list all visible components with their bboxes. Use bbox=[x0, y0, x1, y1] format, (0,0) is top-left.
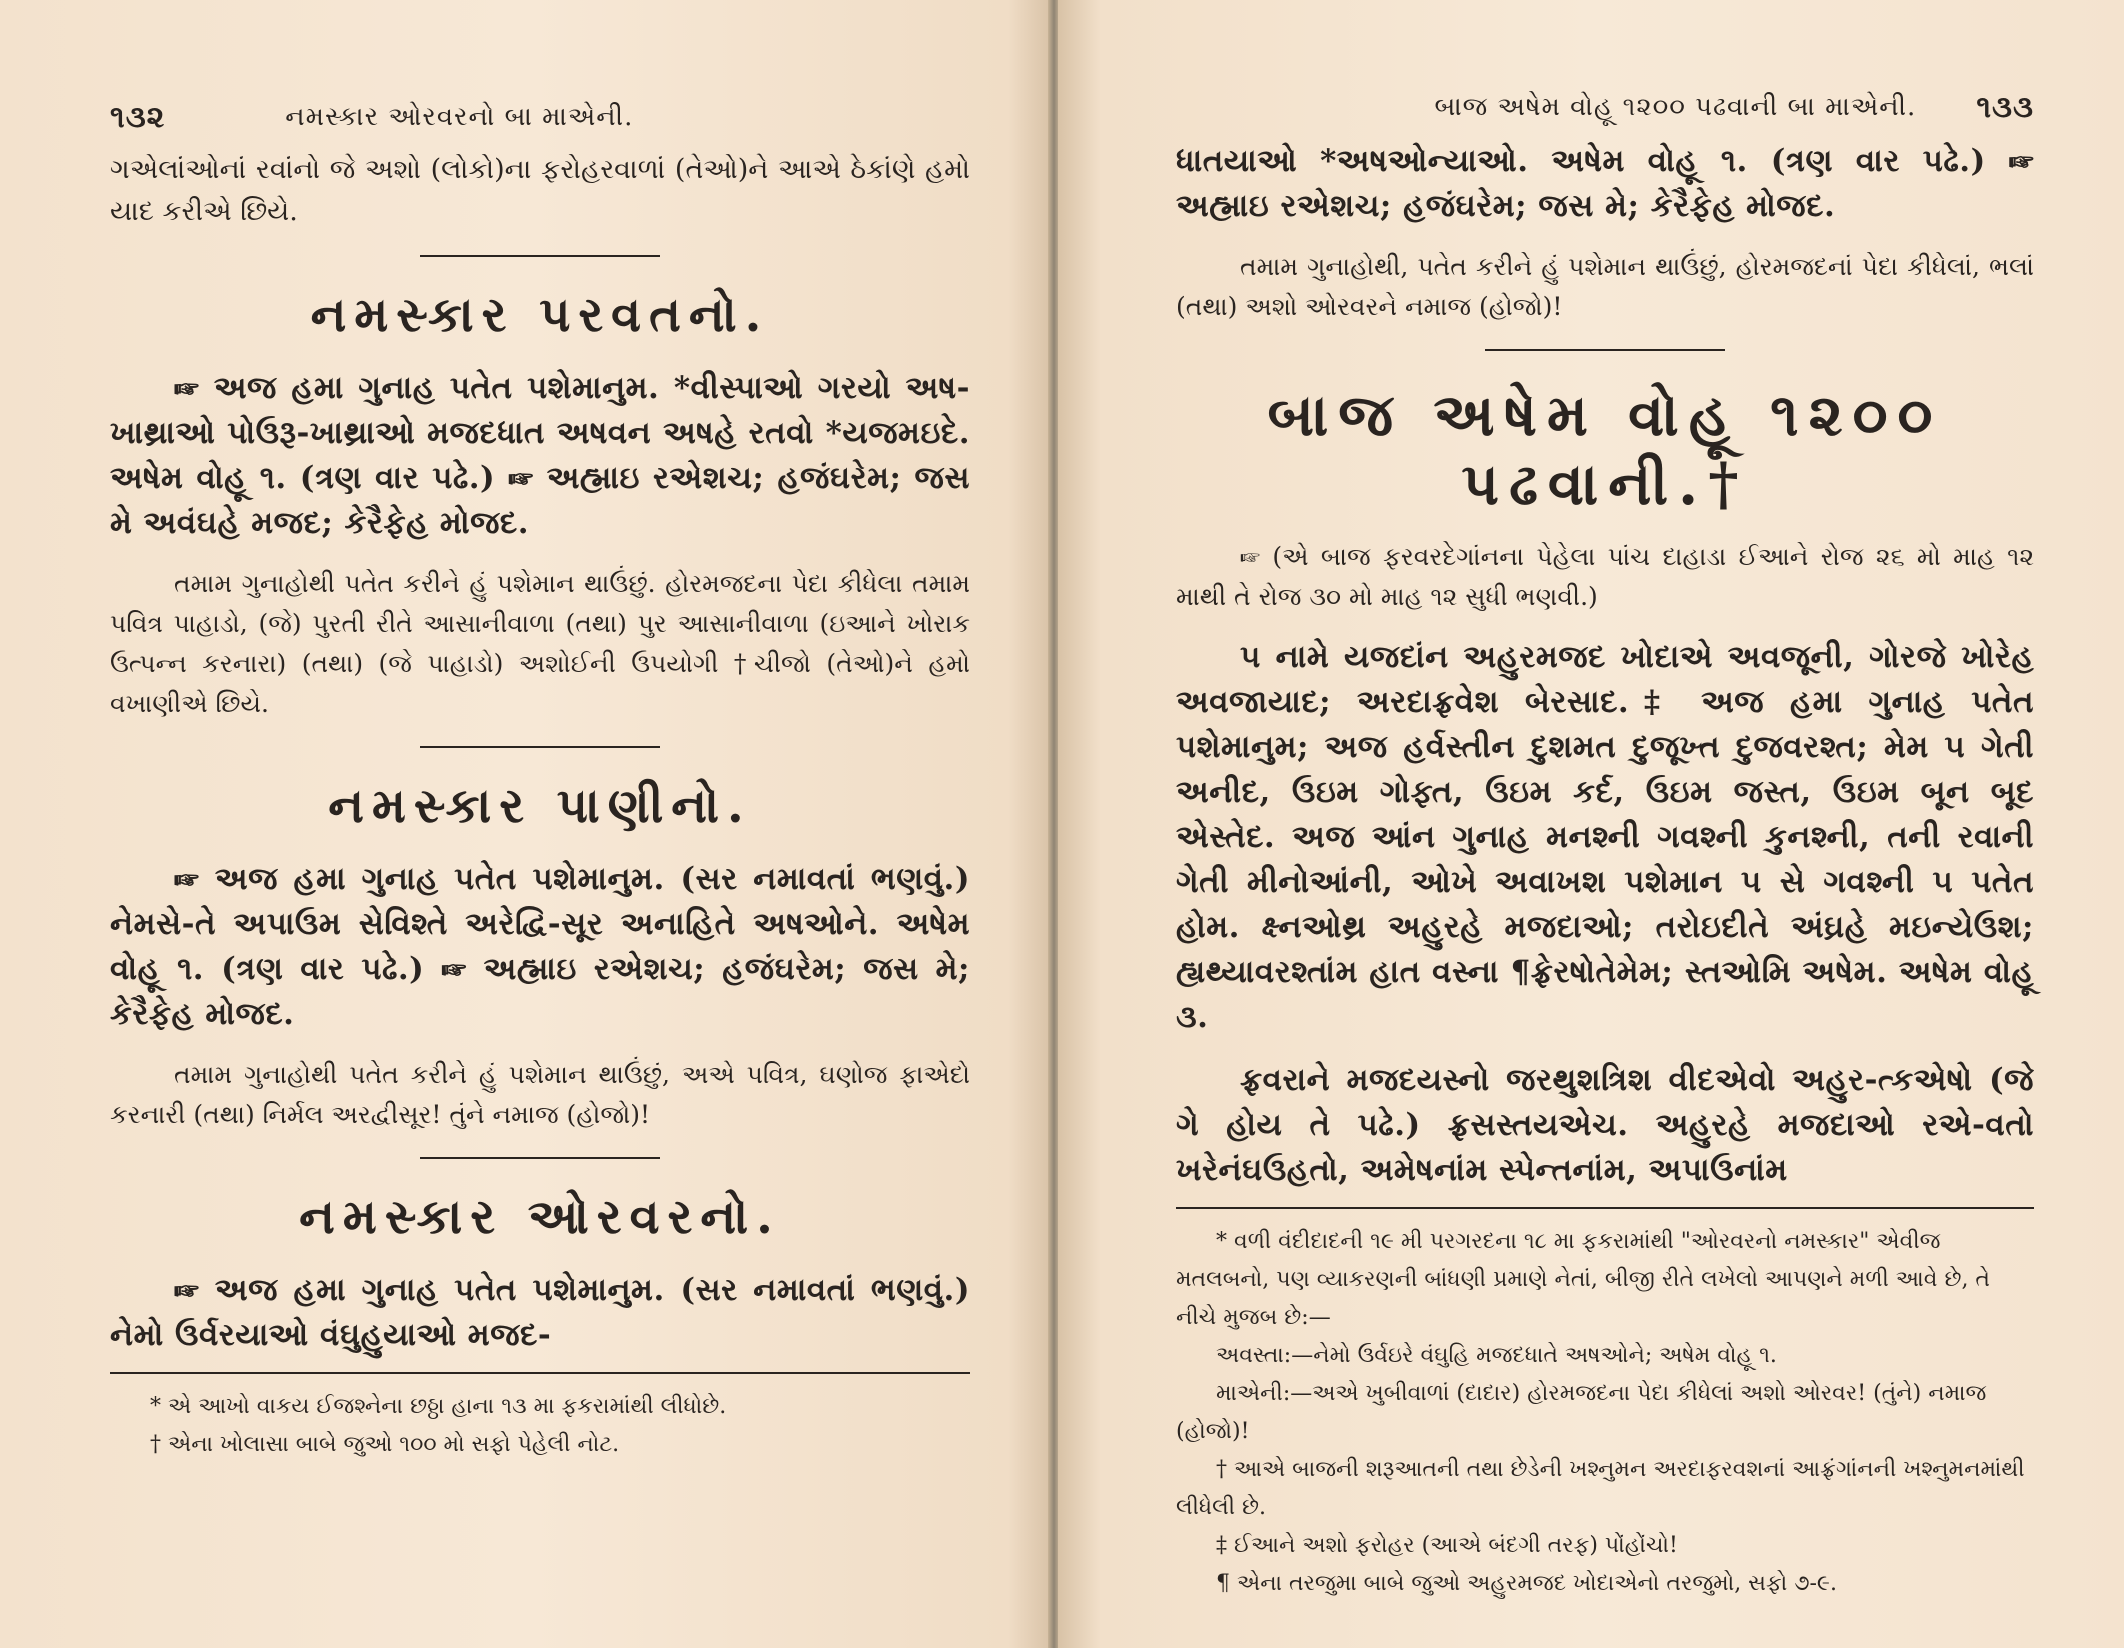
page-number-right: ૧૩૩ bbox=[1976, 90, 2034, 125]
running-title-right: બાજ અષેમ વોહૂ ૧૨૦૦ પઢવાની બા માએની. bbox=[1434, 92, 1917, 122]
page-number-left: ૧૩૨ bbox=[110, 100, 166, 135]
avesta-text-orvar: ☞ અજ હમા ગુનાહ પતેત પશેમાનુમ. (સર નમાવતાં ભણવું.) નેમો ઉર્વરયાઓ વંઘુહુયાઓ મજદ- bbox=[110, 1272, 970, 1353]
footnote: † એના ખોલાસા બાબે જુઓ ૧૦૦ મો સફો પેહેલી નોટ. bbox=[150, 1432, 620, 1457]
instruction-text: ☞ (એ બાજ ફરવરદેગાંનના પેહેલા પાંચ દાહાડા ઈઆને રોજ ૨૬ મો માહ ૧૨ માથી તે રોજ ૩૦ મો માહ ૧૨ સુધી ભણવી.) bbox=[1176, 542, 2034, 611]
left-page bbox=[0, 0, 1050, 1648]
avesta-text-parvat: ☞ અજ હમા ગુનાહ પતેત પશેમાનુમ. *વીસ્પાઓ ગરયો અષ-ખાથ્રાઓ પોઉરૂ-ખાથ્રાઓ મજદધાત અષવન અષહે રતવો *યજમઇદે. અષેમ વોહૂ ૧. (ત્રણ વાર પઢે.) ☞ અહ્માઇ રએશચ; હજંઘરેમ; જસ મે અવંઘહે મજદ; કેરૈફેહ મોજદ. bbox=[110, 370, 970, 541]
section-heading-parvat: નમસ્કાર પરવતનો. bbox=[310, 287, 770, 343]
avesta-text-baj: ૫ નામે યજદાંન અહુરમજદ ખોદાએ અવજૂની, ગોરજે ખોરેહ અવજાયાદ; અરદાફ્રવેશ બેરસાદ.‡ અજ હમા ગુનાહ પતેત પશેમાનુમ; અજ હર્વસ્તીન દુશમત દુજૂખ્ત દુજવરશ્ત; મેમ ૫ ગેતી અનીદ, ઉઇમ ગોફ્ત, ઉઇમ કર્દ, ઉઇમ જસ્ત, ઉઇમ બૂન બૂદ એસ્તેદ. અજ આંન ગુનાહ મનશ્ની ગવશ્ની કુનશ્ની, તની રવાની ગેતી મીનોઆંની, ઓખે અવાખશ પશેમાન ૫ સે ગવશ્ની ૫ પતેત હોમ. ક્ષ્નઓથ્ર અહુરહે મજદાઓ; તરોઇદીતે અંઘ્રહે મઇન્યેઉશ; હ્યથ્યાવરશ્તાંમ હાત વસ્ના ¶ફ્રેરષોતેમેમ; સ્તઓમિ અષેમ. અષેમ વોહૂ ૩. bbox=[1176, 639, 2034, 1035]
divider bbox=[1485, 349, 1725, 351]
footnote: માએની:—અએ ખુબીવાળાં (દાદાર) હોરમજદના પેદા કીધેલાં અશો ઓરવર! (તુંને) નમાજ (હોજો)! bbox=[1176, 1381, 1987, 1444]
footnotes-left bbox=[110, 1388, 970, 1464]
section-heading-pani: નમસ્કાર પાણીનો. bbox=[328, 778, 752, 834]
footnote: અવસ્તા:—નેમો ઉર્વઇરે વંઘુહિ મજદધાતે અષઓને; અષેમ વોહૂ ૧. bbox=[1216, 1343, 1777, 1368]
footnote: ¶ એના તરજુમા બાબે જુઓ અહુરમજદ ખોદાએનો તરજુમો, સફો ૭-૯. bbox=[1216, 1571, 1837, 1596]
footnote-rule bbox=[1176, 1207, 2034, 1209]
footnote: * એ આખો વાકય ઈજશ્નેના છઠ્ઠા હાના ૧૩ મા ફકરામાંથી લીધોછે. bbox=[150, 1394, 727, 1419]
footnote: ‡ ઈઆને અશો ફરોહર (આએ બંદગી તરફ) પોંહોંચો! bbox=[1216, 1533, 1678, 1558]
divider bbox=[420, 255, 660, 257]
running-header-left bbox=[110, 100, 970, 135]
footnotes-right bbox=[1176, 1223, 2034, 1603]
footnote: † આએ બાજની શરૂઆતની તથા છેડેની ખશ્નુમન અરદાફરવશનાં આફ્રંગાંનની ખશ્નુમનમાંથી લીધેલી છે. bbox=[1176, 1457, 2025, 1520]
avesta-text-pani: ☞ અજ હમા ગુનાહ પતેત પશેમાનુમ. (સર નમાવતાં ભણવું.) નેમસે-તે અપાઉમ સેવિશ્તે અરેદ્વિ-સૂર અનાહિતે અષઓને. અષેમ વોહૂ ૧. (ત્રણ વાર પઢે.) ☞ અહ્માઇ રએશચ; હજંઘરેમ; જસ મે; કેરૈફેહ મોજદ. bbox=[110, 861, 970, 1032]
translation-top: તમામ ગુનાહોથી, પતેત કરીને હું પશેમાન થાઉંછું, હોરમજદનાં પેદા કીધેલાં, ભલાં (તથા) અશો ઓરવરને નમાજ (હોજો)! bbox=[1176, 252, 2034, 321]
section-heading-baj: બાજ અષેમ વોહૂ ૧૨૦૦ પઢવાની.† bbox=[1267, 381, 1943, 518]
section-heading-orvar: નમસ્કાર ઓરવરનો. bbox=[299, 1189, 781, 1245]
footnote: * વળી વંદીદાદની ૧૯ મી પરગરદના ૧૮ મા ફકરામાંથી "ઓરવરનો નમસ્કાર" એવીજ મતલબનો, પણ વ્યાકરણની બાંધણી પ્રમાણે નેતાં, બીજી રીતે લખેલો આપણને મળી આવે છે, તે નીચે મુજબ છે:— bbox=[1176, 1229, 1991, 1330]
avesta-text-fravarane: ફ્રવરાને મજદયસ્નો જરથુશત્રિશ વીદએવો અહુર-ત્કએષો (જે ગે હોય તે પઢે.) ફ્રસસ્તયએચ. અહુરહે મજદાઓ રએ-વતો ખરેનંઘઉહતો, અમેષનાંમ સ્પેન્તનાંમ, અપાઉનાંમ bbox=[1176, 1062, 2034, 1188]
translation-pani: તમામ ગુનાહોથી પતેત કરીને હું પશેમાન થાઉંછું, અએ પવિત્ર, ઘણોજ ફાએદો કરનારી (તથા) નિર્મલ અરદ્વીસૂર! તુંને નમાજ (હોજો)! bbox=[110, 1060, 970, 1129]
divider bbox=[420, 1157, 660, 1159]
running-title-left: નમસ્કાર ઓરવરનો બા માએની. bbox=[285, 102, 634, 132]
right-page bbox=[1058, 0, 2124, 1648]
avesta-text-top: ધાતયાઓ *અષઓન્યાઓ. અષેમ વોહૂ ૧. (ત્રણ વાર પઢે.) ☞ અહ્માઇ રએશચ; હજંઘરેમ; જસ મે; કેરૈફેહ મોજદ. bbox=[1176, 143, 2034, 224]
running-header-right bbox=[1176, 90, 2034, 125]
divider bbox=[420, 746, 660, 748]
translation-parvat: તમામ ગુનાહોથી પતેત કરીને હું પશેમાન થાઉંછું. હોરમજદના પેદા કીધેલા તમામ પવિત્ર પાહાડો, (જે) પુરતી રીતે આસાનીવાળા (તથા) પુર આસાનીવાળા (ઇઆને ખોરાક ઉત્પન્ન કરનારા) (તથા) (જે પાહાડો) અશોઈની ઉપયોગી †ચીજો (તેઓ)ને હમો વખાણીએ છિયે. bbox=[110, 569, 971, 718]
footnote-rule bbox=[110, 1372, 970, 1374]
continued-text: ગએલાંઓનાં રવાંનો જે અશો (લોકો)ના ફરોહરવાળાં (તેઓ)ને આએ ઠેકાંણે હમો યાદ કરીએ છિયે. bbox=[110, 154, 970, 227]
